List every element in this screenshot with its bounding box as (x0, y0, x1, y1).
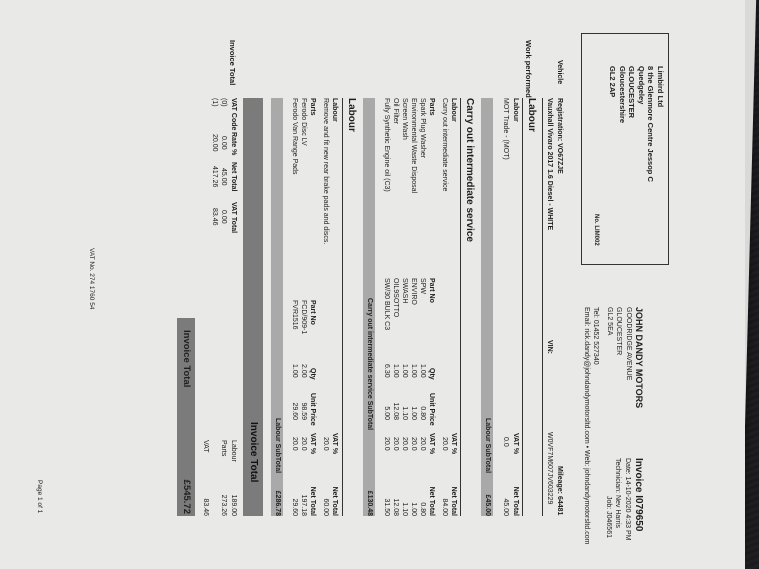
labour-line-vat: 20.0 (322, 437, 329, 451)
part-number: ENVIRO (410, 278, 417, 305)
invoice-total-label: Invoice Total (181, 330, 192, 388)
invoice-total-side-label: Invoice Total (228, 40, 237, 86)
invoice-total-band-label: Invoice Total (248, 422, 259, 483)
subtotal-label: Labour SubTotal (484, 418, 491, 474)
part-vat: 20.0 (392, 437, 399, 451)
column-header-unit-price: Unit Price (309, 393, 316, 426)
part-unit-price: 12.08 (392, 402, 399, 420)
totals-vat-value: 83.46 (202, 498, 209, 516)
totals-vat-label: VAT (202, 440, 209, 453)
labour-line-net: 84.00 (441, 498, 448, 516)
part-description: Ferodo Disc LV (300, 98, 307, 146)
totals-labour-label: Labour (230, 440, 237, 462)
part-net: 29.60 (291, 498, 298, 516)
part-vat: 20.0 (383, 437, 390, 451)
part-vat: 20.0 (291, 437, 298, 451)
invoice-total-value: £545.72 (181, 479, 192, 514)
part-number: SWASH (401, 278, 408, 304)
column-header-vat: VAT % (309, 433, 316, 455)
part-description: Fully Synthetic Engine oil (C3) (383, 98, 390, 192)
part-description: Spark Plug Washer (419, 98, 426, 159)
customer-address (608, 66, 665, 182)
labour-line-item: Remove and fit new rear brake pads and discs. (322, 98, 329, 245)
labour-line-item: MOT Trade - (MOT) (502, 98, 509, 160)
labour-line-vat: 0.0 (502, 437, 509, 447)
vat-total: 83.46 (211, 208, 218, 226)
dealer-phone: Tel: 01452 527340 (592, 307, 600, 365)
invoice-date: Date: 14-10-2020 4:33 PM (624, 458, 631, 541)
customer-address-line: GL2 2AP (608, 66, 618, 98)
totals-parts-value: 273.26 (220, 494, 227, 516)
part-qty: 1.00 (419, 364, 426, 378)
subtotal-label: Carry out intermediate service SubTotal (366, 298, 373, 431)
part-net: 197.18 (300, 494, 307, 516)
part-number: FCD/909-1 (300, 300, 307, 335)
dealer-email: Email: rick.dandy@johndandymotorsltd.com • Web: johndandymotorsltd.com (583, 307, 590, 545)
vehicle-vin: W0VF7M607JV603229 (546, 432, 553, 505)
dealer-address-line: GOODRIDGE AVENUE (625, 307, 632, 381)
column-header-vat: VAT % (428, 433, 435, 455)
vehicle-mileage: Mileage: 64481 (556, 466, 563, 516)
invoice-technician: Technician: Nev Harris (614, 458, 622, 529)
vehicle-registration: Registration: VO67ZJE (556, 98, 563, 174)
part-description: Oil Filter (392, 98, 399, 125)
labour-line-net: 60.00 (322, 498, 329, 516)
subtotal-label: Labour SubTotal (274, 418, 281, 474)
dealer-address-line: GLOUCESTER (615, 307, 623, 356)
section-title: Labour (526, 98, 537, 132)
vat-header-rate: Rate % (230, 132, 237, 156)
part-qty: 1.00 (410, 364, 417, 378)
part-unit-price: 29.60 (291, 402, 298, 420)
part-description: Environmental Waste Disposal (410, 98, 417, 194)
part-qty: 1.00 (401, 364, 408, 378)
invoice-title: Invoice I079650 (633, 458, 644, 532)
customer-address-line: Quedgeley (637, 66, 646, 105)
column-header-labour: Labour (512, 98, 519, 122)
vin-label: VIN: (546, 340, 553, 354)
part-unit-price: 5.00 (383, 406, 390, 420)
column-header-vat: VAT % (450, 433, 457, 455)
part-vat: 20.0 (419, 437, 426, 451)
invoice-job-number: Job: J046561 (605, 495, 612, 538)
part-number: FVR1516 (291, 300, 298, 330)
section-divider (522, 98, 523, 516)
part-net: 1.00 (410, 502, 417, 516)
part-unit-price: 98.59 (300, 402, 307, 420)
customer-address-line: GLOUCESTER (627, 66, 637, 119)
totals-labour-value: 189.00 (230, 494, 237, 516)
part-number: SW/30 BULK C3 (383, 278, 390, 331)
totals-parts-label: Parts (220, 440, 227, 457)
column-header-net: Net Total (428, 486, 435, 516)
column-header-qty: Qty (428, 368, 435, 380)
part-qty: 1.00 (291, 364, 298, 378)
customer-number: No. LIM002 (593, 214, 599, 246)
dealer-address-line: GL2 5EA (606, 307, 613, 336)
vat-code: (0) (220, 98, 227, 107)
customer-name: Limbird Ltd (656, 66, 665, 108)
column-header-unit-price: Unit Price (428, 393, 435, 426)
column-header-labour: Labour (331, 98, 338, 122)
section-title: Labour (346, 98, 357, 132)
part-number: SPW (419, 278, 426, 294)
vat-code: (1) (211, 98, 218, 107)
part-vat: 20.0 (300, 437, 307, 451)
part-number: OIL9SOTTO (392, 278, 399, 318)
labour-line-vat: 20.0 (441, 437, 448, 451)
vat-header-code: VAT Code (230, 98, 237, 131)
part-unit-price: 1.10 (401, 406, 408, 420)
column-header-net: Net Total (331, 486, 338, 516)
column-header-net: Net Total (450, 486, 457, 516)
subtotal-value: £130.48 (366, 490, 373, 516)
part-net: 12.08 (392, 498, 399, 516)
column-header-part-no: Part No (309, 300, 316, 325)
part-description: Screen Wash (401, 98, 408, 140)
section-divider (342, 98, 343, 516)
vehicle-description: Vauxhall Vivaro 2017 1.6 Diesel - WHITE (546, 98, 553, 231)
part-unit-price: 0.80 (419, 406, 426, 420)
vat-header-net: Net Total (230, 162, 237, 192)
part-qty: 6.30 (383, 364, 390, 378)
part-vat: 20.0 (401, 437, 408, 451)
column-header-vat: VAT % (512, 433, 519, 455)
footer-page-number: Page 1 of 1 (36, 480, 43, 514)
part-qty: 2.00 (300, 364, 307, 378)
part-unit-price: 1.00 (410, 406, 417, 420)
labour-line-item: Carry out intermediate service (441, 98, 448, 192)
column-header-vat: VAT % (331, 433, 338, 455)
column-header-parts: Parts (309, 98, 316, 116)
column-header-net: Net Total (512, 486, 519, 516)
part-net: 0.80 (419, 502, 426, 516)
part-description: Ferodo Van Range Pads (291, 98, 298, 175)
column-header-part-no: Part No (428, 278, 435, 303)
section-divider (460, 98, 461, 516)
customer-address-line: 8 the Glenmore Centre Jessop C (646, 66, 656, 182)
subtotal-value: £286.78 (274, 490, 281, 516)
vat-rate: 0.00 (220, 136, 227, 150)
column-header-qty: Qty (309, 368, 316, 380)
vat-net: 45.00 (220, 168, 227, 186)
vat-header-vat-total: VAT Total (230, 202, 237, 234)
vat-total: 0.00 (220, 210, 227, 224)
part-net: 31.50 (383, 498, 390, 516)
column-header-parts: Parts (428, 98, 435, 116)
customer-address-line: Gloucestershire (618, 66, 627, 124)
labour-line-net: 45.00 (502, 498, 509, 516)
part-vat: 20.0 (410, 437, 417, 451)
footer-vat-number: VAT No. 274 1760 54 (88, 248, 95, 310)
vat-net: 417.26 (211, 166, 218, 188)
vehicle-label: Vehicle (556, 60, 563, 85)
column-header-net: Net Total (309, 486, 316, 516)
part-net: 1.10 (401, 502, 408, 516)
invoice-header-block (604, 458, 646, 541)
part-qty: 1.00 (392, 364, 399, 378)
section-title: Carry out intermediate service (464, 98, 475, 242)
vat-rate: 20.00 (211, 134, 218, 152)
work-performed-label: Work performed (524, 40, 533, 98)
dealer-name: JOHN DANDY MOTORS (634, 307, 644, 409)
vehicle-divider (542, 98, 543, 516)
column-header-labour: Labour (450, 98, 457, 122)
subtotal-value: £45.00 (484, 494, 491, 516)
